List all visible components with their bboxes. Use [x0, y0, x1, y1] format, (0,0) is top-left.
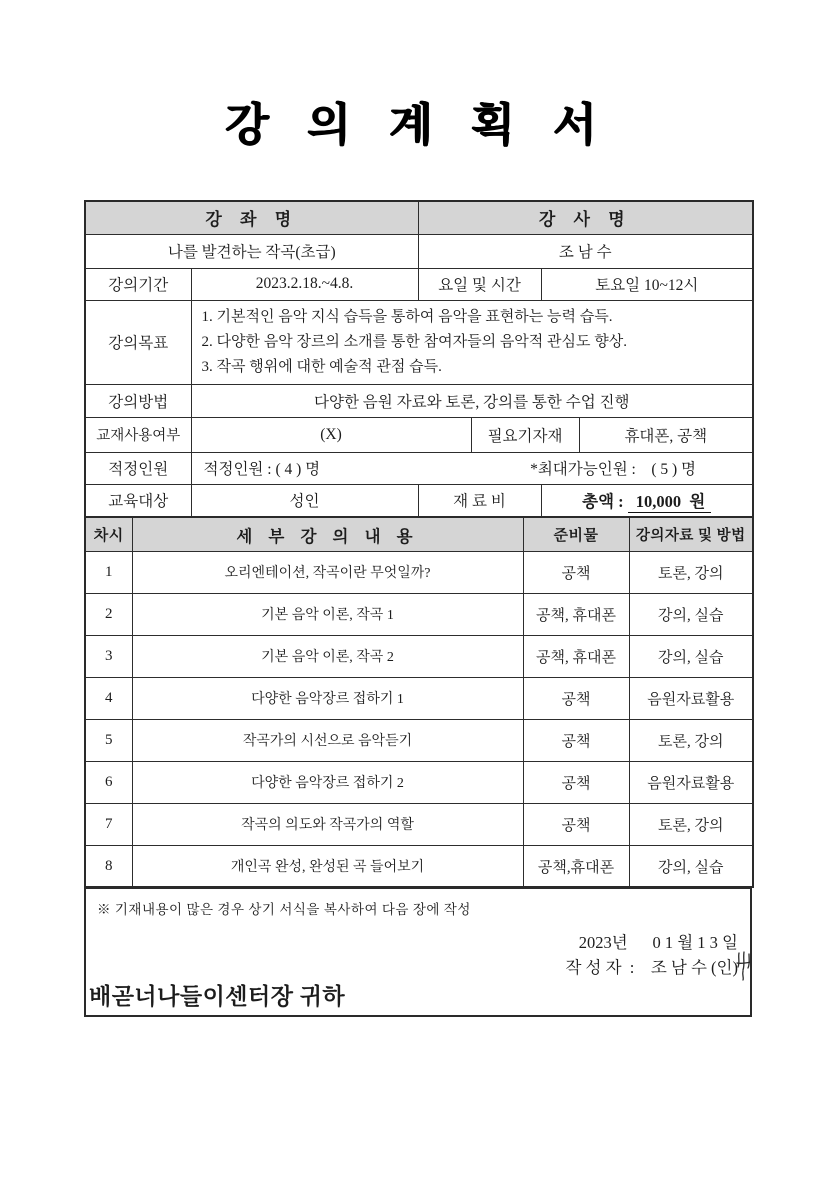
session-number: 8: [85, 845, 132, 887]
session-number: 1: [85, 551, 132, 593]
session-number: 6: [85, 761, 132, 803]
capacity-value: 적정인원 : ( 4 ) 명: [203, 461, 321, 478]
session-materials: 공책, 휴대폰: [523, 593, 629, 635]
session-number: 4: [85, 677, 132, 719]
schedule-row: [85, 677, 753, 719]
author-line: 작 성 자 : 조 남 수 (인): [565, 957, 738, 977]
session-header: 차시: [85, 517, 132, 551]
fee-label: 재 료 비: [418, 484, 541, 517]
session-method: 음원자료활용: [629, 761, 753, 803]
objectives-cell: [191, 300, 753, 384]
session-method: 강의, 실습: [629, 635, 753, 677]
session-method: 토론, 강의: [629, 551, 753, 593]
content-header: 세 부 강 의 내 용: [132, 517, 523, 551]
target-value: 성인: [191, 484, 418, 517]
table-row: [85, 417, 753, 452]
session-number: 5: [85, 719, 132, 761]
session-content: 개인곡 완성, 완성된 곡 들어보기: [132, 845, 523, 887]
table-row: [85, 234, 753, 268]
equipment-value: 휴대폰, 공책: [579, 417, 753, 452]
table-row: [85, 452, 753, 484]
session-method: 음원자료활용: [629, 677, 753, 719]
method-value: 다양한 음원 자료와 토론, 강의를 통한 수업 진행: [191, 384, 753, 417]
schedule-row: [85, 845, 753, 887]
table-row: [85, 268, 753, 300]
session-content: 오리엔테이션, 작곡이란 무엇일까?: [132, 551, 523, 593]
max-capacity-value: *최대가능인원 : ( 5 ) 명: [530, 461, 697, 478]
instructor-name: 조 남 수: [418, 234, 753, 268]
document-page: [0, 88, 835, 1181]
method-header: 강의자료 및 방법: [629, 517, 753, 551]
equipment-label: 필요기자재: [471, 417, 579, 452]
fee-amount: 10,000 원: [628, 492, 712, 513]
objective-line: 3. 작곡 행위에 대한 예술적 관점 습득.: [201, 358, 442, 375]
schedule-row: [85, 719, 753, 761]
course-info-table: [84, 200, 754, 518]
session-content: 다양한 음악장르 접하기 1: [132, 677, 523, 719]
date-line: 2023년 0 1 월 1 3 일: [578, 932, 738, 952]
objective-line: 2. 다양한 음악 장르의 소개를 통한 참여자들의 음악적 관심도 향상.: [201, 333, 627, 350]
lecture-plan-document: [84, 200, 752, 1017]
session-method: 강의, 실습: [629, 845, 753, 887]
table-row: [85, 484, 753, 517]
schedule-table: [84, 516, 754, 888]
fee-cell: [541, 484, 753, 517]
session-content: 기본 음악 이론, 작곡 2: [132, 635, 523, 677]
capacity-label: 적정인원: [85, 452, 191, 484]
session-materials: 공책,휴대폰: [523, 845, 629, 887]
page-title: 강 의 계 획 서: [225, 99, 610, 150]
period-label: 강의기간: [85, 268, 191, 300]
method-label: 강의방법: [85, 384, 191, 417]
textbook-value: (X): [191, 417, 471, 452]
session-number: 3: [85, 635, 132, 677]
footer-note: ※ 기재내용이 많은 경우 상기 서식을 복사하여 다음 장에 작성: [97, 901, 471, 917]
schedule-row: [85, 761, 753, 803]
period-value: 2023.2.18.~4.8.: [191, 268, 418, 300]
objectives-label: 강의목표: [85, 300, 191, 384]
session-materials: 공책: [523, 677, 629, 719]
daytime-label: 요일 및 시간: [418, 268, 541, 300]
schedule-row: [85, 635, 753, 677]
table-row: [85, 201, 753, 234]
session-content: 기본 음악 이론, 작곡 1: [132, 593, 523, 635]
fee-total-label: 총액 :: [582, 492, 628, 512]
capacity-cell: [191, 452, 753, 484]
schedule-row: [85, 803, 753, 845]
session-content: 작곡가의 시선으로 음악듣기: [132, 719, 523, 761]
session-number: 2: [85, 593, 132, 635]
table-row: [85, 384, 753, 417]
session-method: 토론, 강의: [629, 803, 753, 845]
footer-section: [84, 887, 752, 1017]
session-content: 다양한 음악장르 접하기 2: [132, 761, 523, 803]
course-name-header: 강 좌 명: [85, 201, 418, 234]
date-block: [565, 930, 738, 980]
schedule-row: [85, 551, 753, 593]
session-materials: 공책: [523, 803, 629, 845]
session-materials: 공책: [523, 761, 629, 803]
daytime-value: 토요일 10~12시: [541, 268, 753, 300]
recipient-line: 배곧너나들이센터장 귀하: [89, 983, 346, 1009]
session-number: 7: [85, 803, 132, 845]
textbook-label: 교재사용여부: [85, 417, 191, 452]
materials-header: 준비물: [523, 517, 629, 551]
course-name: 나를 발견하는 작곡(초급): [85, 234, 418, 268]
schedule-row: [85, 593, 753, 635]
signature-scribble-icon: [734, 951, 754, 986]
session-method: 토론, 강의: [629, 719, 753, 761]
schedule-header-row: [85, 517, 753, 551]
session-method: 강의, 실습: [629, 593, 753, 635]
session-materials: 공책, 휴대폰: [523, 635, 629, 677]
session-materials: 공책: [523, 719, 629, 761]
target-label: 교육대상: [85, 484, 191, 517]
session-content: 작곡의 의도와 작곡가의 역할: [132, 803, 523, 845]
instructor-name-header: 강 사 명: [418, 201, 753, 234]
objective-line: 1. 기본적인 음악 지식 습득을 통하여 음악을 표현하는 능력 습득.: [201, 308, 613, 325]
session-materials: 공책: [523, 551, 629, 593]
table-row: [85, 300, 753, 384]
